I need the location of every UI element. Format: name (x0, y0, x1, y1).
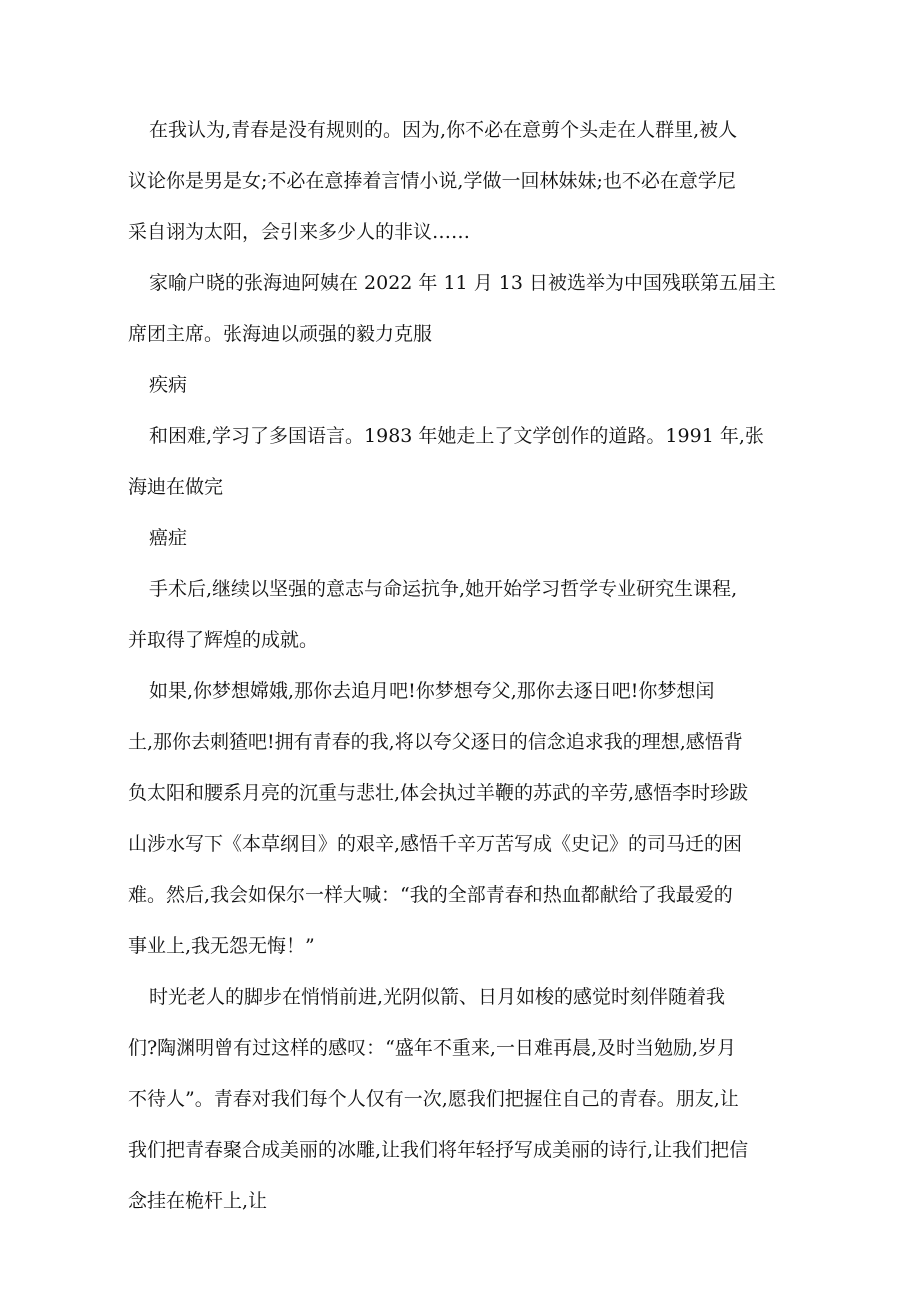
paragraph (122, 411, 802, 513)
text-line: 席团主席。张海迪以顽强的毅力克服 (128, 323, 433, 345)
text-line: 事业上,我无怨无悔！” (128, 935, 315, 957)
text-line: 疾病 (149, 374, 188, 396)
text-line: 在我认为,青春是没有规则的。因为,你不必在意剪个头走在人群里,被人 (149, 119, 738, 141)
text-line: 时光老人的脚步在悄悄前进,光阴似箭、日月如梭的感觉时刻伴随着我 (149, 986, 726, 1008)
text-line: 癌症 (149, 527, 188, 549)
text-line: 难。然后,我会如保尔一样大喊：“我的全部青春和热血都献给了我最爱的 (128, 884, 733, 906)
paragraph (122, 972, 802, 1227)
paragraph (122, 360, 802, 411)
text-line: 并取得了辉煌的成就。 (128, 629, 319, 651)
text-line: 议论你是男是女;不必在意捧着言情小说,学做一回林妹妹;也不必在意学尼 (128, 170, 736, 192)
paragraph (122, 564, 802, 666)
text-line: 我们把青春聚合成美丽的冰雕,让我们将年轻抒写成美丽的诗行,让我们把信 (128, 1139, 749, 1161)
text-line: 念挂在桅杆上,让 (128, 1190, 268, 1212)
paragraph (122, 513, 802, 564)
text-line: 不待人”。青春对我们每个人仅有一次,愿我们把握住自己的青春。朋友,让 (128, 1088, 739, 1110)
text-line: 们?陶渊明曾有过这样的感叹：“盛年不重来,一日难再晨,及时当勉励,岁月 (128, 1037, 737, 1059)
document-body (122, 105, 802, 1227)
text-line: 山涉水写下《本草纲目》的艰辛,感悟千辛万苦写成《史记》的司马迁的困 (128, 833, 743, 855)
paragraph (122, 666, 802, 972)
text-line: 土,那你去刺猹吧!拥有青春的我,将以夸父逐日的信念追求我的理想,感悟背 (128, 731, 743, 753)
paragraph (122, 258, 802, 360)
text-line: 家喻户晓的张海迪阿姨在 2022 年 11 月 13 日被选举为中国残联第五届主 (149, 272, 776, 294)
text-line: 手术后,继续以坚强的意志与命运抗争,她开始学习哲学专业研究生课程, (149, 578, 738, 600)
text-line: 采自诩为太阳，会引来多少人的非议…… (128, 221, 471, 243)
text-line: 如果,你梦想嫦娥,那你去追月吧!你梦想夸父,那你去逐日吧!你梦想闰 (149, 680, 715, 702)
text-line: 负太阳和腰系月亮的沉重与悲壮,体会执过羊鞭的苏武的辛劳,感悟李时珍跋 (128, 782, 749, 804)
paragraph (122, 105, 802, 258)
text-line: 和困难,学习了多国语言。1983 年她走上了文学创作的道路。1991 年,张 (149, 425, 764, 447)
text-line: 海迪在做完 (128, 476, 224, 498)
